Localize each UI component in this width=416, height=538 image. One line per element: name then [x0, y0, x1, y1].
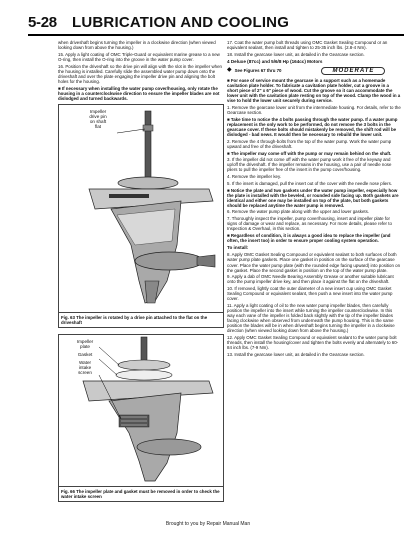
install-heading: To install:	[227, 245, 249, 251]
see-figures-label: See Figures 67 thru 70	[234, 68, 282, 74]
paragraph: 6. Remove the water pump plate along with the upper and lower gaskets.	[227, 209, 370, 215]
paragraph: 17. Coat the water pump bolt threads using OMC Gasket Sealing Compound or an equivalent sealant, then install and tighten to 25-35 inch lbs. (2.8-4 Nm).	[227, 40, 388, 51]
paragraph: 16. Position the driveshaft so the drive pin will align with the slot in the impeller when the housing is installed. Carefully slide the assembled water pump down onto the driveshaft and over the plate engaging the impeller drive pin and aligning the bolt holes for the housing.	[58, 63, 223, 84]
page-title: LUBRICATION AND COOLING	[72, 14, 290, 31]
paragraph: 3. If the impeller did not come off with the water pump work it free of the keyway and up/off the driveshaft. If the impeller remains in the housing, use a pair of needle nose pliers to pull the impeller free of the insert in the pump cover/housing.	[227, 157, 392, 173]
paragraph: 12. Apply OMC Gasket Sealing Compound or equivalent sealant to the water pump bolt threads, then install the housing/cover and tighten the bolts evenly and alternately to 60-84 inch lbs. (7-9 Nm).	[227, 335, 399, 351]
paragraph: 11. Apply a light coating of oil to the new water pump impeller blades, then carefully position the impeller into the insert while turning the impeller counterclockwise. In this way each vane of the impeller is folded back slightly with the tip of the impeller blades facing clockwise when observed from underneath the pump housing. This is the same position the blades will be in when driveshaft begins turning the impeller in a clockwise direction (when viewed looking down from above the housing.)	[227, 302, 395, 334]
callout-label: Impeller drive pin on shaft flat	[89, 108, 107, 129]
page-number: 5-28	[28, 14, 57, 31]
figure-66	[58, 334, 224, 502]
figure-caption: Fig. 63 The impeller is rotated by a drive pin attached to the flat on the driveshaft	[59, 312, 223, 327]
paragraph: 18. Install the gearcase lower unit, as detailed in the Gearcase section.	[227, 51, 365, 57]
figure-63	[58, 104, 224, 328]
paragraph: 1. Remove the gearcase lower unit from the intermediate housing. For details, refer to the Gearcase section.	[227, 105, 401, 116]
paragraph: 15. Apply a light coating of OMC Triple-Guard or equivalent marine grease to a new O-ring, then install the O-ring into the groove in the water pump cover.	[58, 51, 220, 62]
note: ■ For ease of service mount the gearcase in a support such as a homemade cavitation plate holder. To fabricate a cavitation plate holder, cut a groove in a short piece of 2" x 6" piece of wood. Cut the groove so it can accommodate the lower unit with the cavitation plate resting on top of the wood. Clamp the wood in a vise to hold the lower unit securely during service.	[227, 77, 401, 104]
section-heading: 4 Deluxe (87cc) and 5/6/8 Hp (164cc) Motors	[227, 58, 323, 64]
callout-label: Impeller plate Gasket Water intake screen	[76, 338, 94, 375]
paragraph: 5. If the insert is damaged, pull the insert out of the cover with the needle nose pliers.	[227, 180, 392, 186]
left-column	[58, 40, 224, 502]
paragraph: 13. Install the gearcase lower unit, as detailed in the Gearcase section.	[227, 351, 365, 357]
page-header	[28, 14, 404, 36]
warning-note: ■ If necessary when installing the water pump cover/housing, only rotate the housing in a counterclockwise direction to ensure the impeller blades are not dislodged and turned backwards.	[58, 85, 220, 101]
page-footer: Brought to you by Repair Manual Man	[165, 521, 251, 527]
difficulty-badge: MODERATE	[321, 67, 385, 75]
note: ■ Take time to notice the 4 bolts passing through the water pump. If a water pump replacement is the only work to be performed, do not remove the 3 bolts in the gearcase cover. If these bolts should mistakenly be removed, the shift rod will be dislodged - bad news. It would then be necessary to rebuild the lower unit.	[227, 116, 398, 138]
paragraph: 8. Apply OMC Gasket Sealing Compound or equivalent sealant to both surfaces of both water pump plate gaskets. Place one gasket in position on the surface of the gearcase cover. Place the water pump plate (with the rounded edge facing upward) into position on the gasket. Place the second gasket in position on the top of the water pump plate.	[227, 252, 401, 273]
paragraph: 10. If removed, lightly coat the outer diameter of a new insert cup using OMC Gasket Sealing Compound or equivalent sealant, then push a new insert into the water pump cover.	[227, 286, 393, 302]
right-column	[227, 40, 401, 359]
lower-unit-illustration	[59, 105, 223, 307]
note: ■ Regardless of condition, it is always a good idea to replace the impeller (and often, the insert too) in order to ensure proper cooling system operation.	[227, 233, 391, 244]
paragraph: 7. Thoroughly inspect the impeller, pump cover/housing, insert and impeller plate for signs of damage or wear and replace, as necessary. For more details, please refer to Inspection & Overhaul, in this section.	[227, 216, 392, 232]
paragraph: 9. Apply a dab of OMC Needle Bearing Assembly Grease or another suitable lubricant onto the pump impeller drive key, and then place it against the flat on the driveshaft.	[227, 274, 394, 285]
note: ■ Notice the plate and two gaskets under the water pump impeller, especially how the plate is installed with the beveled, or rounded side facing up. Both gaskets are identical and either one may be installed on top of the plate, but both gaskets should be replaced anytime the water pump is removed.	[227, 187, 399, 208]
paragraph: 4. Remove the impeller key.	[227, 174, 282, 180]
bullet-icon: ◆	[227, 67, 232, 74]
figure-caption: Fig. 66 The impeller plate and gasket must be removed in order to check the water intake screen	[59, 486, 223, 501]
see-figures-row	[227, 67, 401, 75]
note: ■ The impeller may come off with the pump or may remain behind on the shaft.	[227, 150, 392, 156]
paragraph: when driveshaft begins turning the impeller in a clockwise direction (when viewed looking down from above the housing.)	[58, 40, 216, 51]
paragraph: 2. Remove the 4 through-bolts from the top of the water pump. Work the water pump upward and free of the driveshaft.	[227, 138, 392, 149]
